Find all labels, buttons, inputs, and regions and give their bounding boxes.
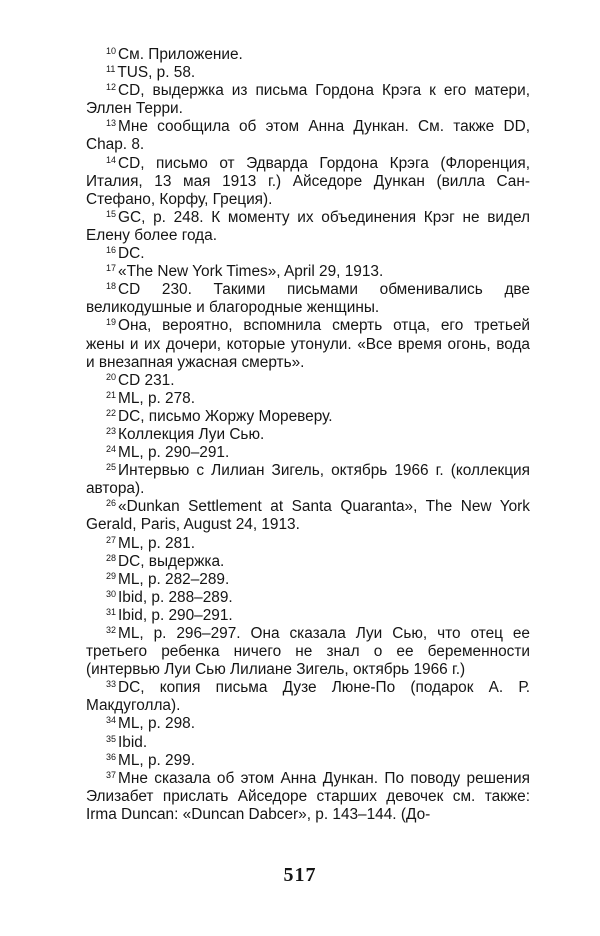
endnote-number: 13 <box>106 118 117 129</box>
endnote-text: DC, письмо Жоржу Мореверу. <box>118 407 333 425</box>
endnote <box>86 245 530 263</box>
endnote-text: ML, p. 282–289. <box>118 570 230 588</box>
endnote-number: 19 <box>106 317 117 328</box>
endnote <box>86 752 530 770</box>
endnote-number: 37 <box>106 769 117 780</box>
endnote-number: 24 <box>106 444 117 455</box>
endnote <box>86 118 530 154</box>
endnote-text: Мне сообщила об этом Анна Дункан. См. также DD, Chap. 8. <box>86 118 530 154</box>
endnote-text: ML, p. 281. <box>118 534 196 552</box>
endnote-text: Коллекция Луи Сью. <box>118 425 265 443</box>
endnote <box>86 64 530 82</box>
endnote-number: 33 <box>106 679 117 690</box>
endnote-number: 35 <box>106 733 117 744</box>
endnote-number: 22 <box>106 407 117 418</box>
endnote-number: 34 <box>106 715 117 726</box>
endnote-number: 25 <box>106 462 117 473</box>
endnote-text: DC, выдержка. <box>118 552 225 570</box>
endnote-text: Интервью с Лилиан Зигель, октябрь 1966 г. (коллекция автора). <box>86 462 530 498</box>
endnote-text: ML, p. 298. <box>118 715 196 733</box>
endnote-text: «Dunkan Settlement at Santa Quaranta», The New York Gerald, Paris, August 24, 1913. <box>86 498 530 534</box>
endnote-text: DC. <box>118 245 145 263</box>
endnote-text: CD 230. Такими письмами обменивались две великодушные и благородные женщины. <box>86 281 530 317</box>
endnote <box>86 209 530 245</box>
endnote <box>86 535 530 553</box>
endnote-number: 21 <box>106 389 117 400</box>
endnote-text: DC, копия письма Дузе Люне-По (подарок А. Р. Макдуголла). <box>86 679 530 715</box>
endnote-text: Ibid. <box>118 733 148 751</box>
endnote <box>86 498 530 534</box>
endnote <box>86 408 530 426</box>
endnote <box>86 734 530 752</box>
endnote-text: TUS, p. 58. <box>117 64 196 82</box>
endnote <box>86 372 530 390</box>
endnote-number: 12 <box>106 82 117 93</box>
endnote-number: 26 <box>106 498 117 509</box>
endnote <box>86 317 530 371</box>
endnote-number: 29 <box>106 570 117 581</box>
endnote <box>86 589 530 607</box>
endnote-number: 30 <box>106 588 117 599</box>
endnote-number: 15 <box>106 208 117 219</box>
endnote <box>86 263 530 281</box>
endnote-number: 10 <box>106 46 117 56</box>
endnote <box>86 82 530 118</box>
endnote-number: 23 <box>106 425 117 436</box>
endnote-number: 17 <box>106 263 117 274</box>
endnote <box>86 625 530 679</box>
endnote <box>86 426 530 444</box>
endnote-text: CD, выдержка из письма Гордона Крэга к его матери, Эллен Терри. <box>86 82 530 118</box>
endnote-text: Она, вероятно, вспомнила смерть отца, его третьей жены и их дочери, которые утонули. «Все время огонь, вода и внезапная ужасная смерть». <box>86 317 530 371</box>
endnote-number: 28 <box>106 552 117 563</box>
endnote <box>86 715 530 733</box>
endnote-text: ML, p. 278. <box>118 389 196 407</box>
endnote-text: Мне сказала об этом Анна Дункан. По поводу решения Элизабет прислать Айседоре старших девочек см. также: Irma Duncan: «Duncan Dabcer», p. 143–144. (До- <box>86 769 530 823</box>
endnote-text: ML, p. 290–291. <box>118 444 230 462</box>
endnote-text: GC, p. 248. К моменту их объединения Крэг не видел Елену более года. <box>86 208 530 244</box>
endnotes-list <box>86 46 530 824</box>
endnote <box>86 571 530 589</box>
endnote-text: Ibid, p. 290–291. <box>118 606 233 624</box>
endnote <box>86 390 530 408</box>
endnote-number: 18 <box>106 281 117 292</box>
endnote-number: 32 <box>106 625 117 635</box>
endnote-text: CD 231. <box>118 371 175 389</box>
endnote-text: Ibid, p. 288–289. <box>118 588 233 606</box>
endnote-number: 27 <box>106 534 117 545</box>
endnote-text: «The New York Times», April 29, 1913. <box>118 263 384 281</box>
endnote <box>86 607 530 625</box>
endnote-number: 36 <box>106 751 117 762</box>
endnote <box>86 155 530 209</box>
endnote <box>86 281 530 317</box>
endnote <box>86 770 530 824</box>
endnote-number: 31 <box>106 606 117 617</box>
endnote-text: CD, письмо от Эдварда Гордона Крэга (Флоренция, Италия, 13 мая 1913 г.) Айседоре Дункан (вилла Сан-Стефано, Корфу, Греция). <box>86 154 530 208</box>
endnote-number: 20 <box>106 371 117 382</box>
endnote-number: 16 <box>106 245 117 256</box>
endnote-text: См. Приложение. <box>118 46 243 63</box>
endnote <box>86 679 530 715</box>
endnote-number: 14 <box>106 154 117 165</box>
endnote <box>86 462 530 498</box>
endnote-text: ML, p. 296–297. Она сказала Луи Сью, что отец ее третьего ребенка ничего не знал о ее беременности (интервью Луи Сью Лилиане Зигель, октябрь 1966 г.) <box>86 625 530 679</box>
page-number: 517 <box>283 864 317 886</box>
endnote <box>86 46 530 64</box>
endnote-number: 11 <box>106 64 116 75</box>
endnote-text: ML, p. 299. <box>118 751 196 769</box>
endnote <box>86 553 530 571</box>
endnote <box>86 444 530 462</box>
